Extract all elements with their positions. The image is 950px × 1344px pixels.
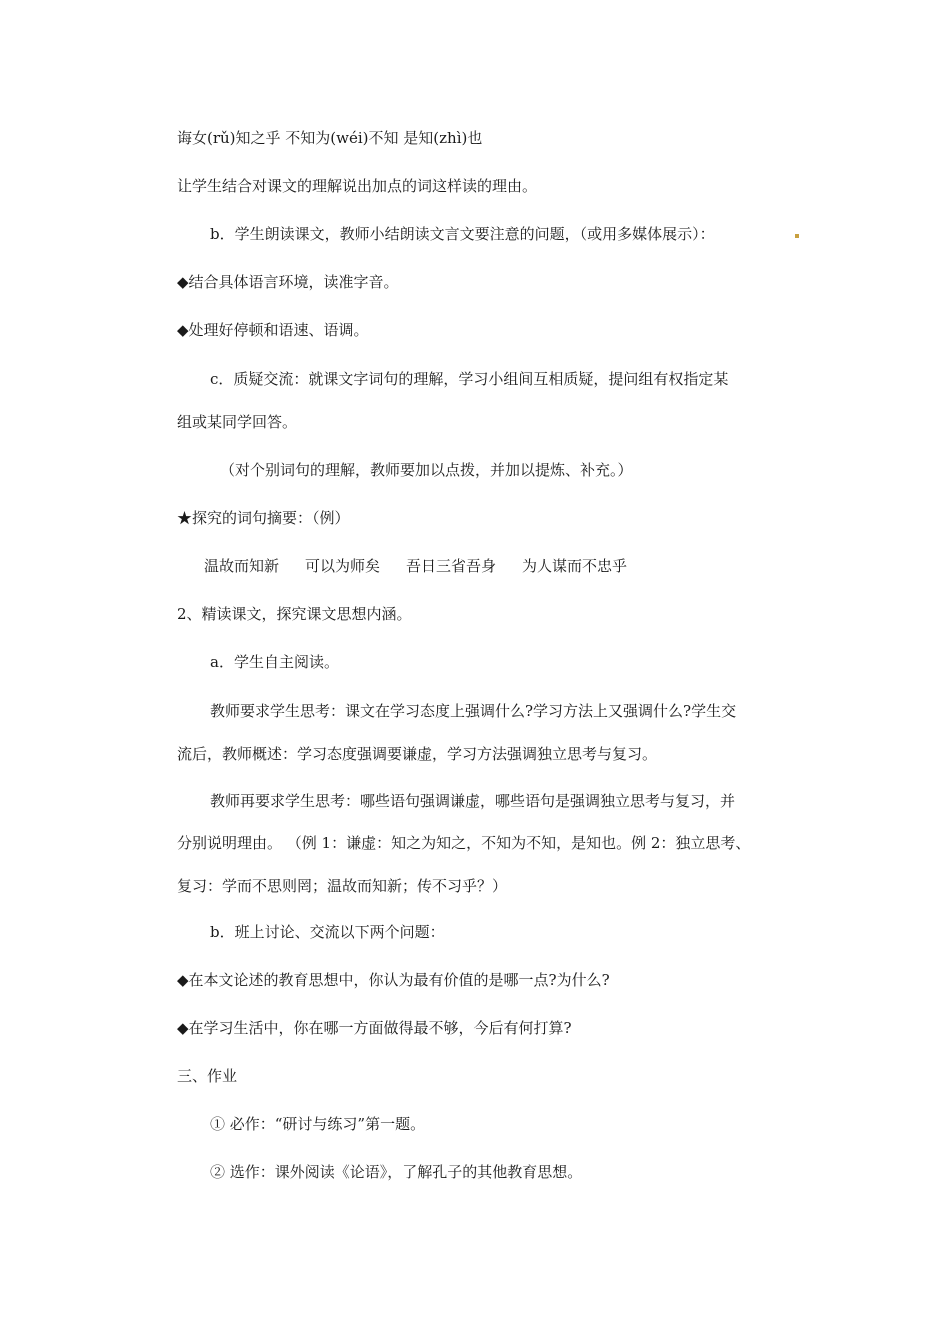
phrase-4: 为人谋而不忠乎 [522, 557, 628, 575]
text-line-11: a．学生自主阅读。 [210, 653, 339, 671]
text-line-14: 教师再要求学生思考：哪些语句强调谦虚，哪些语句是强调独立思考与复习，并 [210, 792, 736, 810]
phrase-1: 温故而知新 [204, 557, 280, 575]
text-line-16: 复习：学而不思则罔；温故而知新；传不习乎？） [177, 877, 508, 895]
text-line-17: b．班上讨论、交流以下两个问题： [210, 923, 445, 941]
text-line-8: （对个别词句的理解，教师要加以点拨，并加以提炼、补充。） [220, 461, 633, 479]
phrase-row [204, 556, 627, 576]
text-line-1: 诲女(rǔ)知之乎 不知为(wéi)不知 是知(zhì)也 [177, 129, 483, 147]
highlight-dot [795, 234, 799, 238]
text-line-13: 流后，教师概述：学习态度强调要谦虚，学习方法强调独立思考与复习。 [177, 745, 658, 763]
star-heading: ★探究的词句摘要：（例） [177, 509, 350, 527]
text-line-15: 分别说明理由。 （例 1：谦虚：知之为知之，不知为不知，是知也。例 2：独立思考、 [177, 834, 751, 852]
homework-item-2: ② 选作：课外阅读《论语》，了解孔子的其他教育思想。 [210, 1163, 583, 1181]
bullet-line-1: ◆结合具体语言环境，读准字音。 [177, 273, 399, 291]
phrase-2: 可以为师矣 [305, 557, 381, 575]
bullet-line-4: ◆在学习生活中，你在哪一方面做得最不够，今后有何打算? [177, 1019, 572, 1037]
bullet-line-3: ◆在本文论述的教育思想中，你认为最有价值的是哪一点?为什么? [177, 971, 610, 989]
section-heading-2: 2、精读课文，探究课文思想内涵。 [177, 605, 412, 623]
text-line-12: 教师要求学生思考：课文在学习态度上强调什么?学习方法上又强调什么?学生交 [210, 702, 737, 720]
text-line-3: b．学生朗读课文，教师小结朗读文言文要注意的问题，（或用多媒体展示）： [210, 225, 715, 243]
bullet-line-2: ◆处理好停顿和语速、语调。 [177, 321, 369, 339]
text-line-6: c．质疑交流：就课文字词句的理解，学习小组间互相质疑，提问组有权指定某 [210, 370, 729, 388]
phrase-3: 吾日三省吾身 [406, 557, 497, 575]
text-line-2: 让学生结合对课文的理解说出加点的词这样读的理由。 [177, 177, 538, 195]
text-line-7: 组或某同学回答。 [177, 413, 298, 431]
homework-item-1: ① 必作：“研讨与练习”第一题。 [210, 1115, 426, 1133]
section-heading-3: 三、作业 [177, 1067, 238, 1085]
